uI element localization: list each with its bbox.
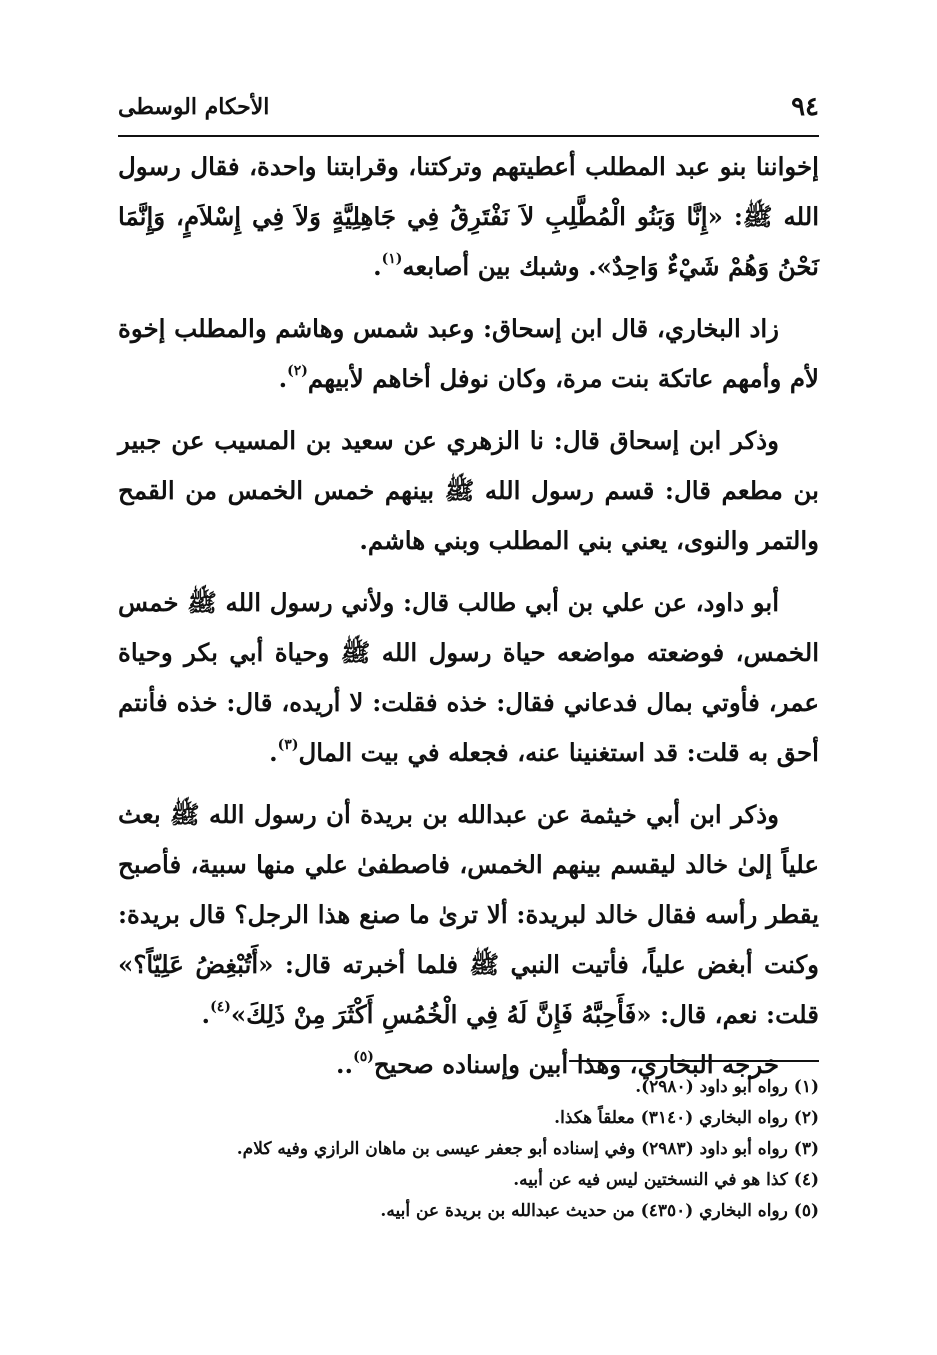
sentence-end: . (373, 252, 382, 281)
footnotes (118, 1072, 819, 1227)
page-header (118, 92, 819, 132)
text-line: وذكر ابن إسحاق قال: نا الزهري عن سعيد بن المسيب عن جبير بن (118, 426, 819, 505)
text-line: مطعم قال: قسم رسول الله ﷺ بينهم خمس الخمس من القمح والتمر (118, 476, 819, 555)
text-line: الخمس، فوضعته مواضعه حياة رسول الله ﷺ وحياة أبي بكر وحياة عمر، (118, 638, 819, 717)
footnote-1: (١) رواه أبو داود (٢٩٨٠). (635, 1077, 819, 1097)
text-line: قلت: قد استغنينا عنه، فجعله في بيت المال (298, 738, 740, 767)
text-line: زاد البخاري، قال ابن إسحاق: وعبد شمس وهاشم والمطلب إخوة لأم (118, 314, 819, 393)
paragraph-5 (118, 790, 819, 1040)
text-line: فأوتي بمال فدعاني فقال: خذه فقلت: لا أريده، قال: خذه فأنتم أحق به (118, 688, 819, 767)
text-line: وذكر ابن أبي خيثمة عن عبدالله بن بريدة أن رسول الله ﷺ بعث علياً إلىٰ (118, 800, 820, 879)
sentence-end: .. (336, 1050, 354, 1079)
paragraph-2 (118, 304, 819, 404)
text-line: أبو داود، عن علي بن أبي طالب قال: ولأني رسول الله ﷺ خمس (118, 588, 779, 617)
sentence-end: . (278, 364, 288, 393)
footnote-ref-4[interactable]: (٤) (210, 999, 231, 1015)
running-title: الأحكام الوسطى (118, 94, 270, 120)
footnote-ref-5[interactable]: (٥) (353, 1049, 374, 1065)
text-line: فَإِنَّ لَهُ فِي الْخُمُسِ أَكْثَرَ مِنْ ذَلِكَ» (230, 1000, 573, 1029)
paragraph-4 (118, 578, 819, 778)
text-line: خالد لبريدة: ألا ترىٰ ما صنع هذا الرجل؟ قال بريدة: وكنت أبغض علياً، (118, 900, 819, 979)
paragraph-1 (118, 142, 819, 292)
footnote-5: (٥) رواه البخاري (٤٣٥٠) من حديث عبدالله بن بريدة عن أبيه. (380, 1201, 819, 1221)
text-line: وَهُمْ شَيْءٌ وَاحِدٌ». وشبك بين أصابعه (402, 252, 770, 281)
sentence-end: . (269, 738, 278, 767)
text-line: والنوى، يعني بني المطلب وبني هاشم. (359, 526, 750, 555)
text-line: وأمهم عاتكة بنت مرة، وكان نوفل أخاهم لأبيهم (307, 364, 782, 393)
footnote-2: (٢) رواه البخاري (٣١٤٠) معلقاً هكذا. (554, 1108, 819, 1128)
footnote-separator (569, 1060, 819, 1062)
text-line: خالد ليقسم بينهم الخمس، فاصطفىٰ علي منها سبية، فأصبح يقطر رأسه فقال (118, 850, 819, 929)
text-line: إخواننا بنو عبد المطلب أعطيتهم وتركتنا، وقرابتنا واحدة، فقال رسول (118, 152, 819, 181)
footnote-ref-1[interactable]: (١) (381, 251, 403, 267)
paragraph-3 (118, 416, 819, 566)
text-line: خرجه البخاري، وهذا أبين وإسناده صحيح (373, 1050, 779, 1079)
footnote-4: (٤) كذا هو في النسختين ليس فيه عن أبيه. (513, 1170, 819, 1190)
header-rule (118, 135, 819, 137)
main-text (118, 142, 819, 1102)
footnote-ref-3[interactable]: (٣) (277, 737, 299, 753)
sentence-end: . (201, 1000, 211, 1029)
footnote-3: (٣) رواه أبو داود (٢٩٨٣) وفي إسناده أبو جعفر عيسى بن ماهان الرازي وفيه كلام. (236, 1139, 819, 1159)
text-line: فأتيت النبي ﷺ فلما أخبرته قال: «أَتُبْغِضُ عَلِيّاً؟» قلت: نعم، قال: «فَأَحِبَّهُ (118, 950, 819, 1029)
page-number: ٩٤ (791, 92, 819, 122)
footnote-ref-2[interactable]: (٢) (287, 363, 308, 379)
text-line: الله ﷺ: «إِنَّا وَبَنُو الْمُطَّلِبِ لاَ نَفْتَرِقُ فِي جَاهِلِيَّةٍ وَلاَ فِي إِسْلاَمٍ، وَإِنَّمَا نَحْنُ (118, 202, 819, 281)
